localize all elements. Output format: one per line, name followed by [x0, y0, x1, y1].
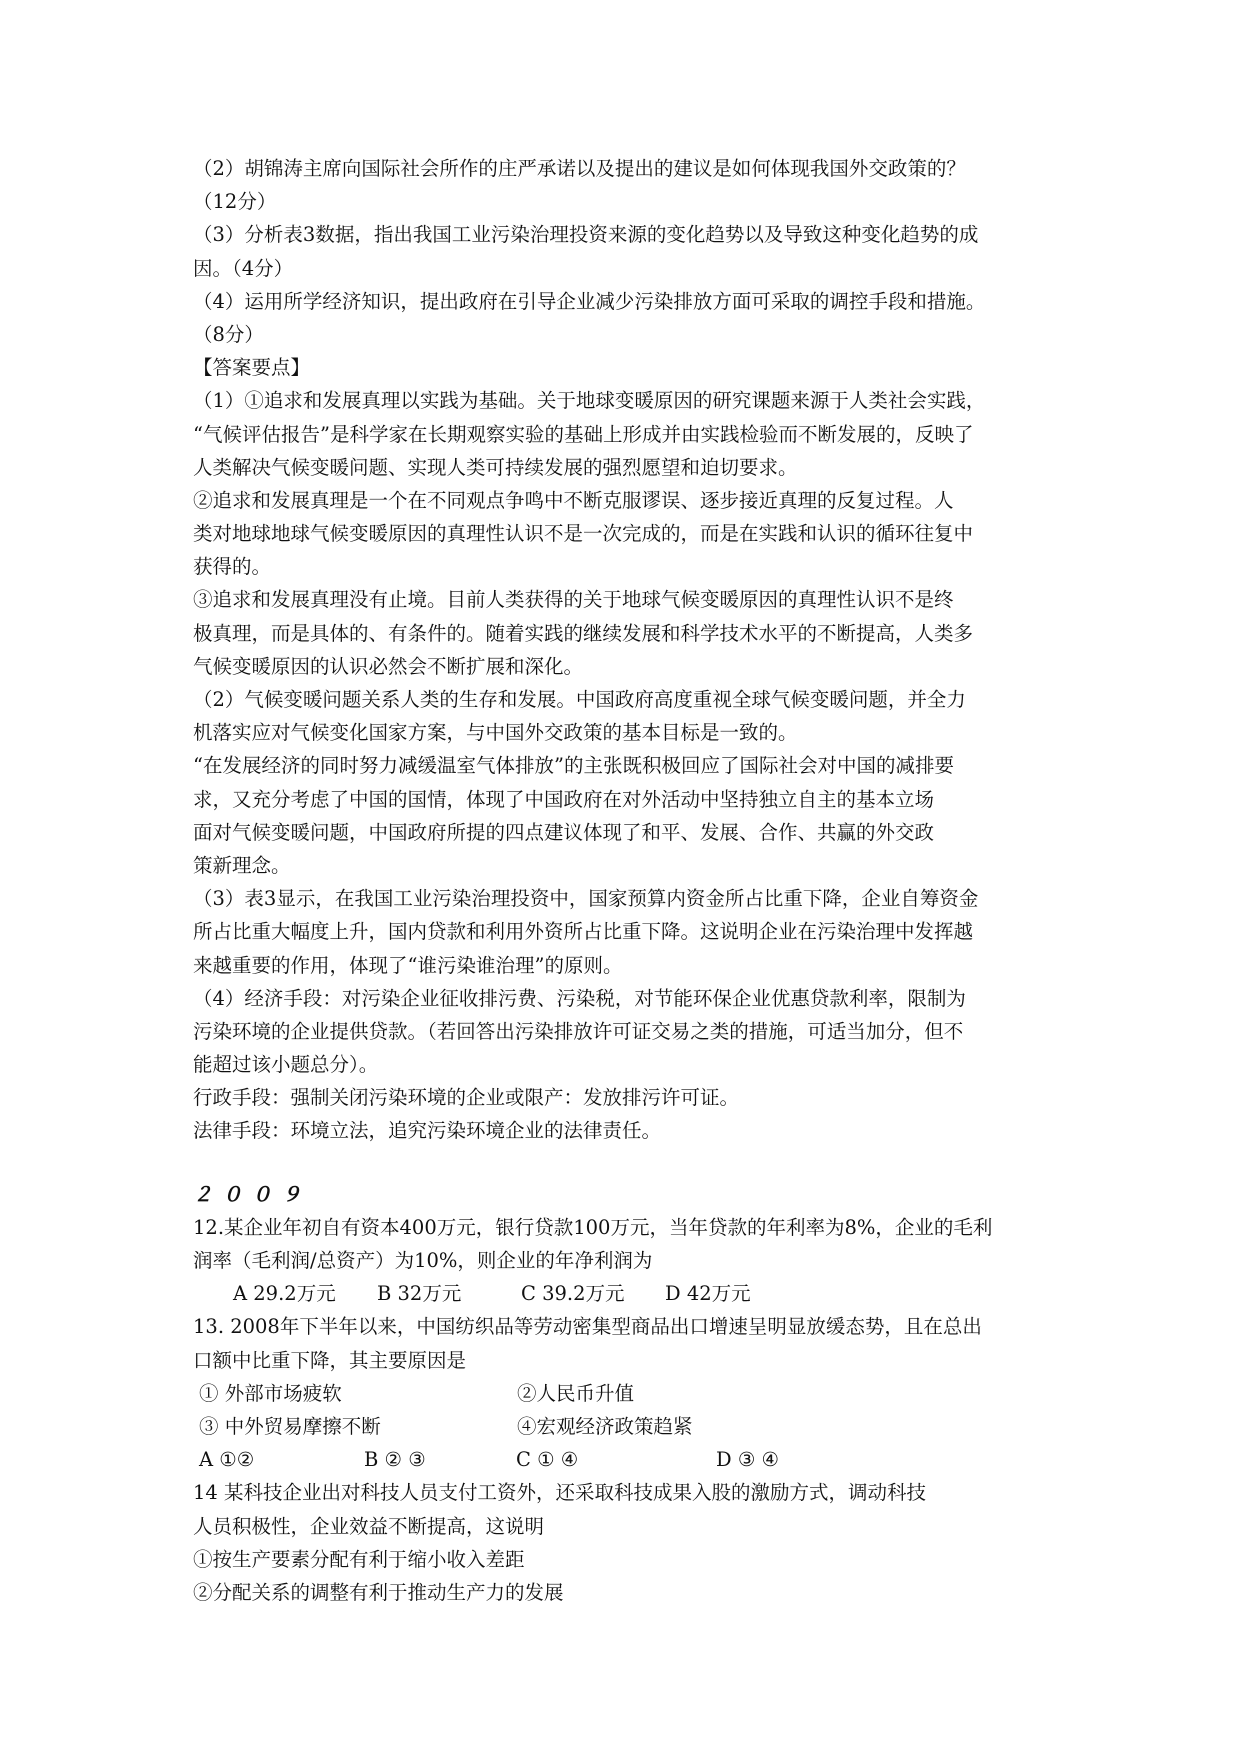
- answer-line: 来越重要的作用，体现了“谁污染谁治理”的原则。: [193, 953, 623, 977]
- question-2: （2）胡锦涛主席向国际社会所作的庄严承诺以及提出的建议是如何体现我国外交政策的？: [193, 157, 966, 180]
- q13-answers: [193, 1443, 1073, 1476]
- answer-line: （1）①追求和发展真理以实践为基础。关于地球变暖原因的研究课题来源于人类社会实践，: [193, 389, 986, 413]
- q13-answer-c: C ① ④: [516, 1448, 579, 1472]
- q12-option-d: D 42万元: [665, 1282, 751, 1306]
- answer-line: ③追求和发展真理没有止境。目前人类获得的关于地球气候变暖原因的真理性认识不是终: [193, 588, 954, 612]
- answer-line: （4）经济手段：对污染企业征收排污费、污染税，对节能环保企业优惠贷款利率，限制为: [193, 986, 966, 1010]
- q13-item-4: ④宏观经济政策趋紧: [517, 1414, 693, 1438]
- q12-option-c: C 39.2万元: [521, 1282, 625, 1306]
- year-heading: ２００９: [193, 1182, 312, 1206]
- answer-line: 行政手段：强制关闭污染环境的企业或限产：发放排污许可证。: [193, 1086, 740, 1110]
- question-3-cont: 因。（4分）: [193, 256, 294, 280]
- answer-line: 气候变暖原因的认识必然会不断扩展和深化。: [193, 654, 584, 678]
- answer-line: 法律手段：环境立法，追究污染环境企业的法律责任。: [193, 1119, 662, 1143]
- answer-line: 极真理，而是具体的、有条件的。随着实践的继续发展和科学技术水平的不断提高，人类多: [193, 621, 974, 645]
- answer-heading: 【答案要点】: [193, 356, 311, 380]
- answer-line: （3）表3显示，在我国工业污染治理投资中，国家预算内资金所占比重下降，企业自筹资金: [193, 887, 979, 911]
- question-3: （3）分析表3数据，指出我国工业污染治理投资来源的变化趋势以及导致这种变化趋势的成: [193, 223, 979, 247]
- answer-line: 获得的。: [193, 555, 272, 579]
- q12-option-a: A 29.2万元: [233, 1282, 336, 1306]
- q14-item-1: ①按生产要素分配有利于缩小收入差距: [193, 1547, 525, 1571]
- q13-stem: 13. 2008年下半年以来，中国纺织品等劳动密集型商品出口增速呈明显放缓态势，且在总出: [193, 1315, 982, 1339]
- question-4: （4）运用所学经济知识，提出政府在引导企业减少污染排放方面可采取的调控手段和措施。: [193, 289, 986, 313]
- q12-option-b: B 32万元: [377, 1282, 462, 1306]
- answer-line: “气候评估报告”是科学家在长期观察实验的基础上形成并由实践检验而不断发展的，反映了: [193, 422, 974, 446]
- q12-stem: 12.某企业年初自有资本400万元，银行贷款100万元，当年贷款的年利率为8%，企业的毛利: [193, 1215, 993, 1239]
- q12-stem-cont: 润率（毛利润/总资产）为10%，则企业的年净利润为: [193, 1249, 653, 1272]
- q13-answer-b: B ② ③: [364, 1448, 426, 1472]
- answer-line: 机落实应对气候变化国家方案，与中国外交政策的基本目标是一致的。: [193, 721, 798, 745]
- q13-stem-cont: 口额中比重下降，其主要原因是: [193, 1348, 467, 1372]
- q13-item-2: ②人民币升值: [517, 1381, 635, 1405]
- q13-item-1: ① 外部市场疲软: [199, 1381, 342, 1405]
- answer-line: 策新理念。: [193, 853, 291, 877]
- answer-line: 求，又充分考虑了中国的国情，体现了中国政府在对外活动中坚持独立自主的基本立场: [193, 787, 935, 811]
- answer-line: 人类解决气候变暖问题、实现人类可持续发展的强烈愿望和迫切要求。: [193, 455, 798, 479]
- answer-line: 所占比重大幅度上升，国内贷款和利用外资所占比重下降。这说明企业在污染治理中发挥越: [193, 920, 974, 944]
- answer-line: ②追求和发展真理是一个在不同观点争鸣中不断克服谬误、逐步接近真理的反复过程。人: [193, 488, 954, 512]
- q13-answer-a: A ①②: [199, 1448, 255, 1472]
- answer-line: “在发展经济的同时努力减缓温室气体排放”的主张既积极回应了国际社会对中国的减排要: [193, 754, 954, 778]
- question-4-score: （8分）: [193, 322, 264, 346]
- q13-item-3: ③ 中外贸易摩擦不断: [199, 1414, 381, 1438]
- q13-items-row: [193, 1410, 1073, 1443]
- answer-line: 能超过该小题总分）。: [193, 1053, 379, 1077]
- q13-items-row: [193, 1377, 1073, 1410]
- answer-line: 面对气候变暖问题，中国政府所提的四点建议体现了和平、发展、合作、共赢的外交政: [193, 820, 935, 844]
- q14-stem-cont: 人员积极性，企业效益不断提高，这说明: [193, 1514, 545, 1538]
- q12-options: [193, 1277, 1073, 1310]
- q14-stem: 14 某科技企业出对科技人员支付工资外，还采取科技成果入股的激励方式，调动科技: [193, 1481, 927, 1505]
- question-2-score: （12分）: [193, 190, 277, 214]
- answer-line: 污染环境的企业提供贷款。（若回答出污染排放许可证交易之类的措施，可适当加分，但不: [193, 1019, 964, 1043]
- q14-item-2: ②分配关系的调整有利于推动生产力的发展: [193, 1580, 564, 1604]
- q13-answer-d: D ③ ④: [716, 1448, 779, 1472]
- answer-line: 类对地球地球气候变暖原因的真理性认识不是一次完成的，而是在实践和认识的循环往复中: [193, 522, 974, 546]
- answer-line: （2）气候变暖问题关系人类的生存和发展。中国政府高度重视全球气候变暖问题，并全力: [193, 688, 966, 711]
- document-content: [193, 152, 1073, 1609]
- spacer: [193, 1148, 1073, 1178]
